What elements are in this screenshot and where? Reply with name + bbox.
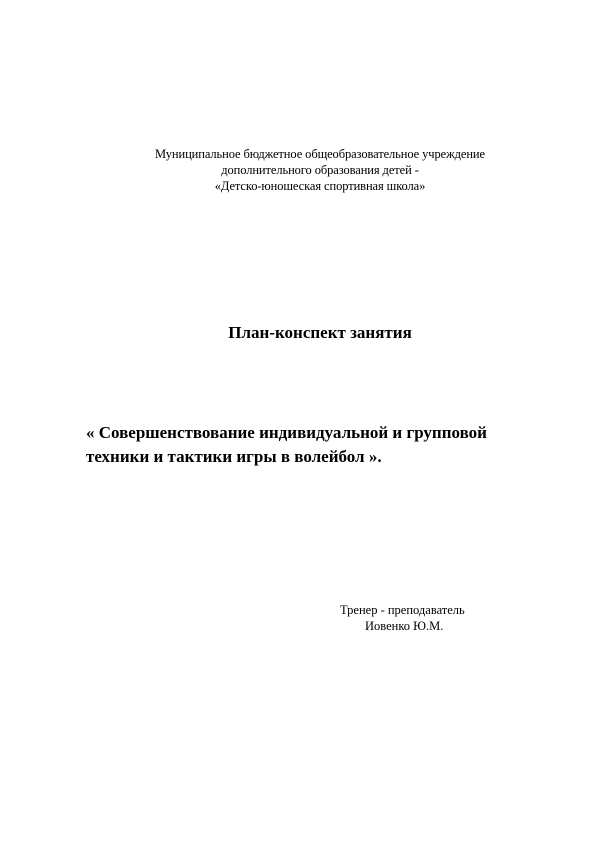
- author-name: Иовенко Ю.М.: [365, 619, 444, 633]
- lesson-topic-line-1: « Совершенствование индивидуальной и групповой: [86, 423, 487, 442]
- author-role: Тренер - преподаватель: [340, 603, 465, 617]
- organization-line-1: Муниципальное бюджетное общеобразовательное учреждение: [155, 147, 485, 161]
- lesson-topic-line-2: техники и тактики игры в волейбол ».: [86, 447, 382, 466]
- author-block: [340, 602, 540, 634]
- organization-line-3: «Детско-юношеская спортивная школа»: [214, 179, 426, 193]
- organization-line-2: дополнительного образования детей -: [221, 163, 419, 177]
- document-title: План-конспект занятия: [228, 323, 412, 342]
- lesson-topic: [86, 421, 566, 469]
- organization-header: [110, 146, 530, 194]
